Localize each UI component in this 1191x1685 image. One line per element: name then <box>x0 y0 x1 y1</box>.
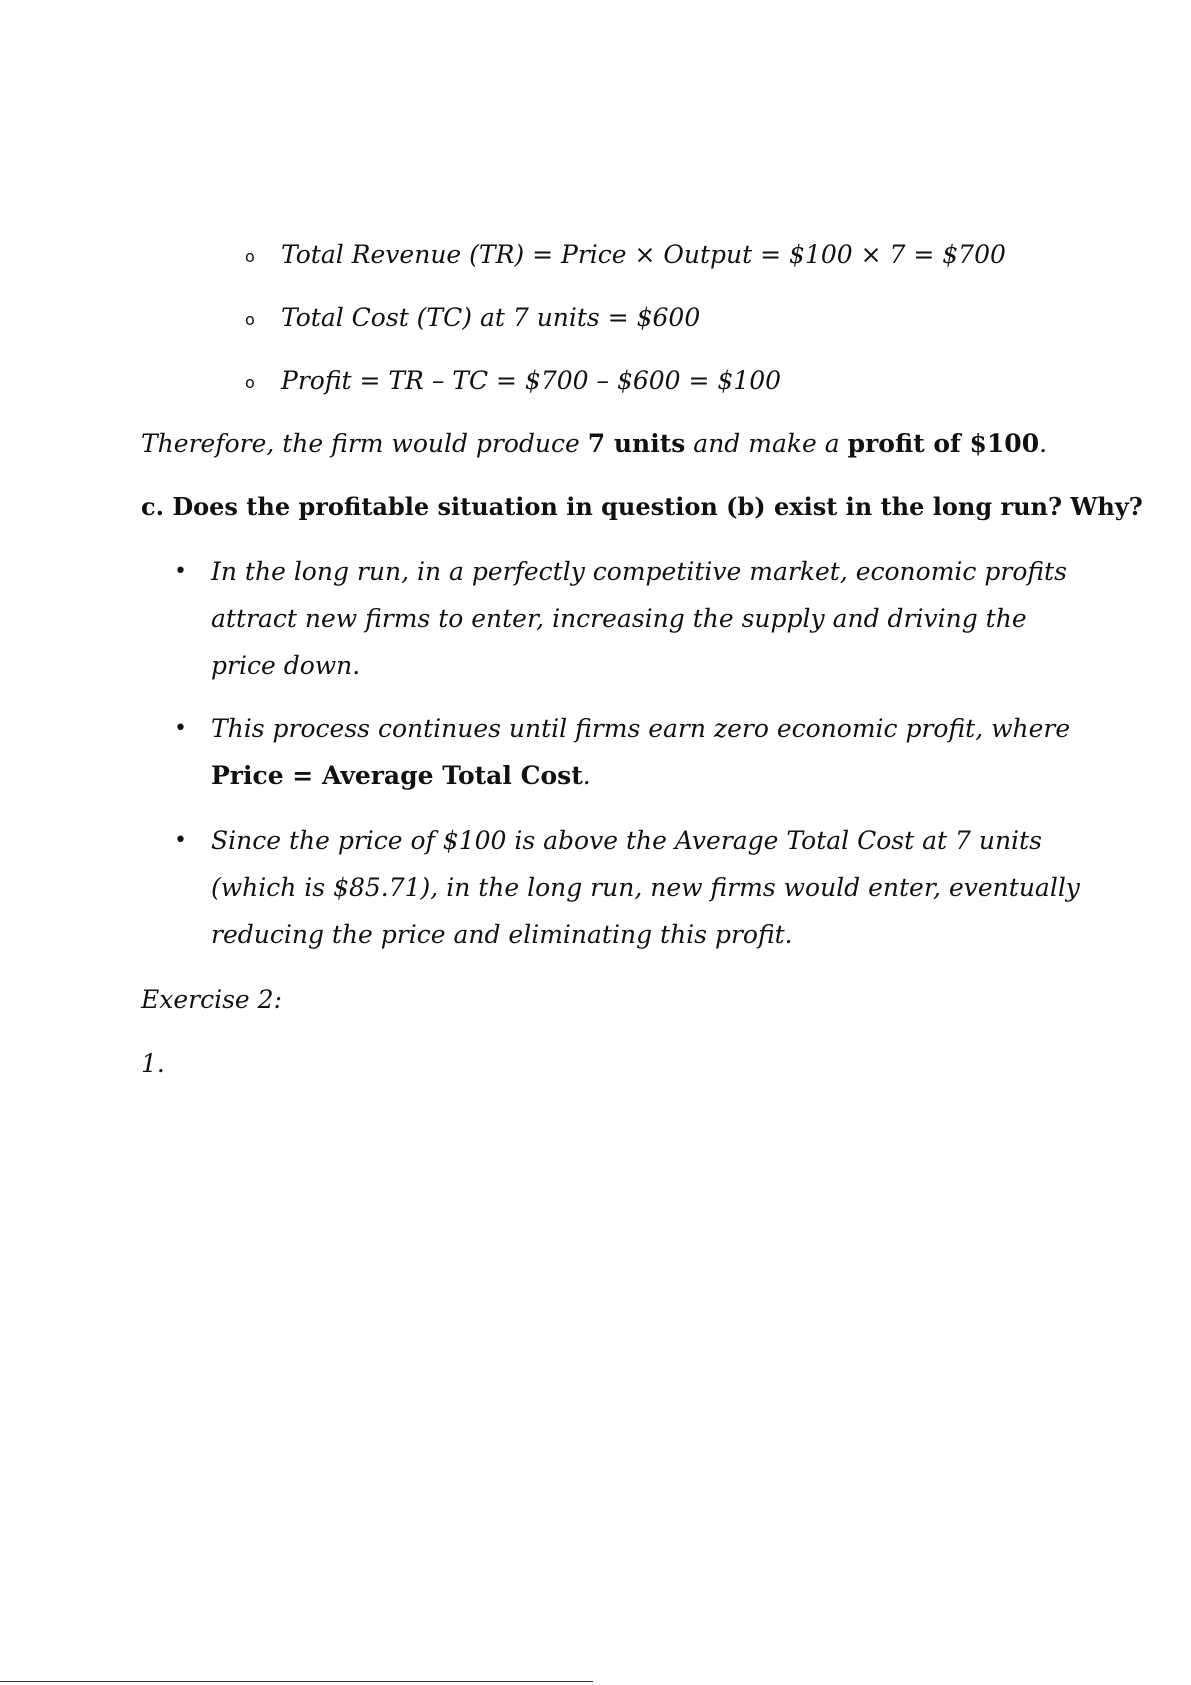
bullet-3-text-3: reducing the price and eliminating this profit. <box>211 920 793 949</box>
bullet-3-text-2: (which is $85.71), in the long run, new firms would enter, eventually <box>211 873 1080 902</box>
bullet-1-text-3: price down. <box>211 651 361 680</box>
sub-bullet-icon: o <box>245 247 255 266</box>
question-c-heading: c. Does the profitable situation in question (b) exist in the long run? Why? <box>141 492 1143 521</box>
footnote-separator <box>0 1681 593 1682</box>
therefore-part-1: Therefore, the firm would produce <box>141 429 588 458</box>
bullet-2-period: . <box>582 761 591 790</box>
bullet-icon: • <box>174 716 187 741</box>
units-bold: 7 units <box>587 429 686 458</box>
bullet-3-text-1: Since the price of $100 is above the Average Total Cost at 7 units <box>211 826 1042 855</box>
bullet-1-text-1: In the long run, in a perfectly competitive market, economic profits <box>211 557 1067 586</box>
total-cost-text: Total Cost (TC) at 7 units = $600 <box>281 303 701 332</box>
item-1-number: 1. <box>141 1049 165 1078</box>
bullet-icon: • <box>174 559 187 584</box>
therefore-period: . <box>1039 429 1048 458</box>
sub-bullet-icon: o <box>245 310 255 329</box>
profit-text: Profit = TR – TC = $700 – $600 = $100 <box>281 366 782 395</box>
total-revenue-text: Total Revenue (TR) = Price × Output = $100 × 7 = $700 <box>281 240 1006 269</box>
bullet-2-text-1: This process continues until firms earn zero economic profit, where <box>211 714 1071 743</box>
therefore-sentence <box>141 427 1047 461</box>
exercise-2-heading: Exercise 2: <box>141 985 282 1014</box>
bullet-icon: • <box>174 828 187 853</box>
profit-bold: profit of $100 <box>847 429 1040 458</box>
bullet-2-text-2 <box>211 759 591 793</box>
bullet-1-text-2: attract new firms to enter, increasing the supply and driving the <box>211 604 1027 633</box>
therefore-part-2: and make a <box>685 429 848 458</box>
price-atc-bold: Price = Average Total Cost <box>211 761 583 790</box>
sub-bullet-icon: o <box>245 373 255 392</box>
